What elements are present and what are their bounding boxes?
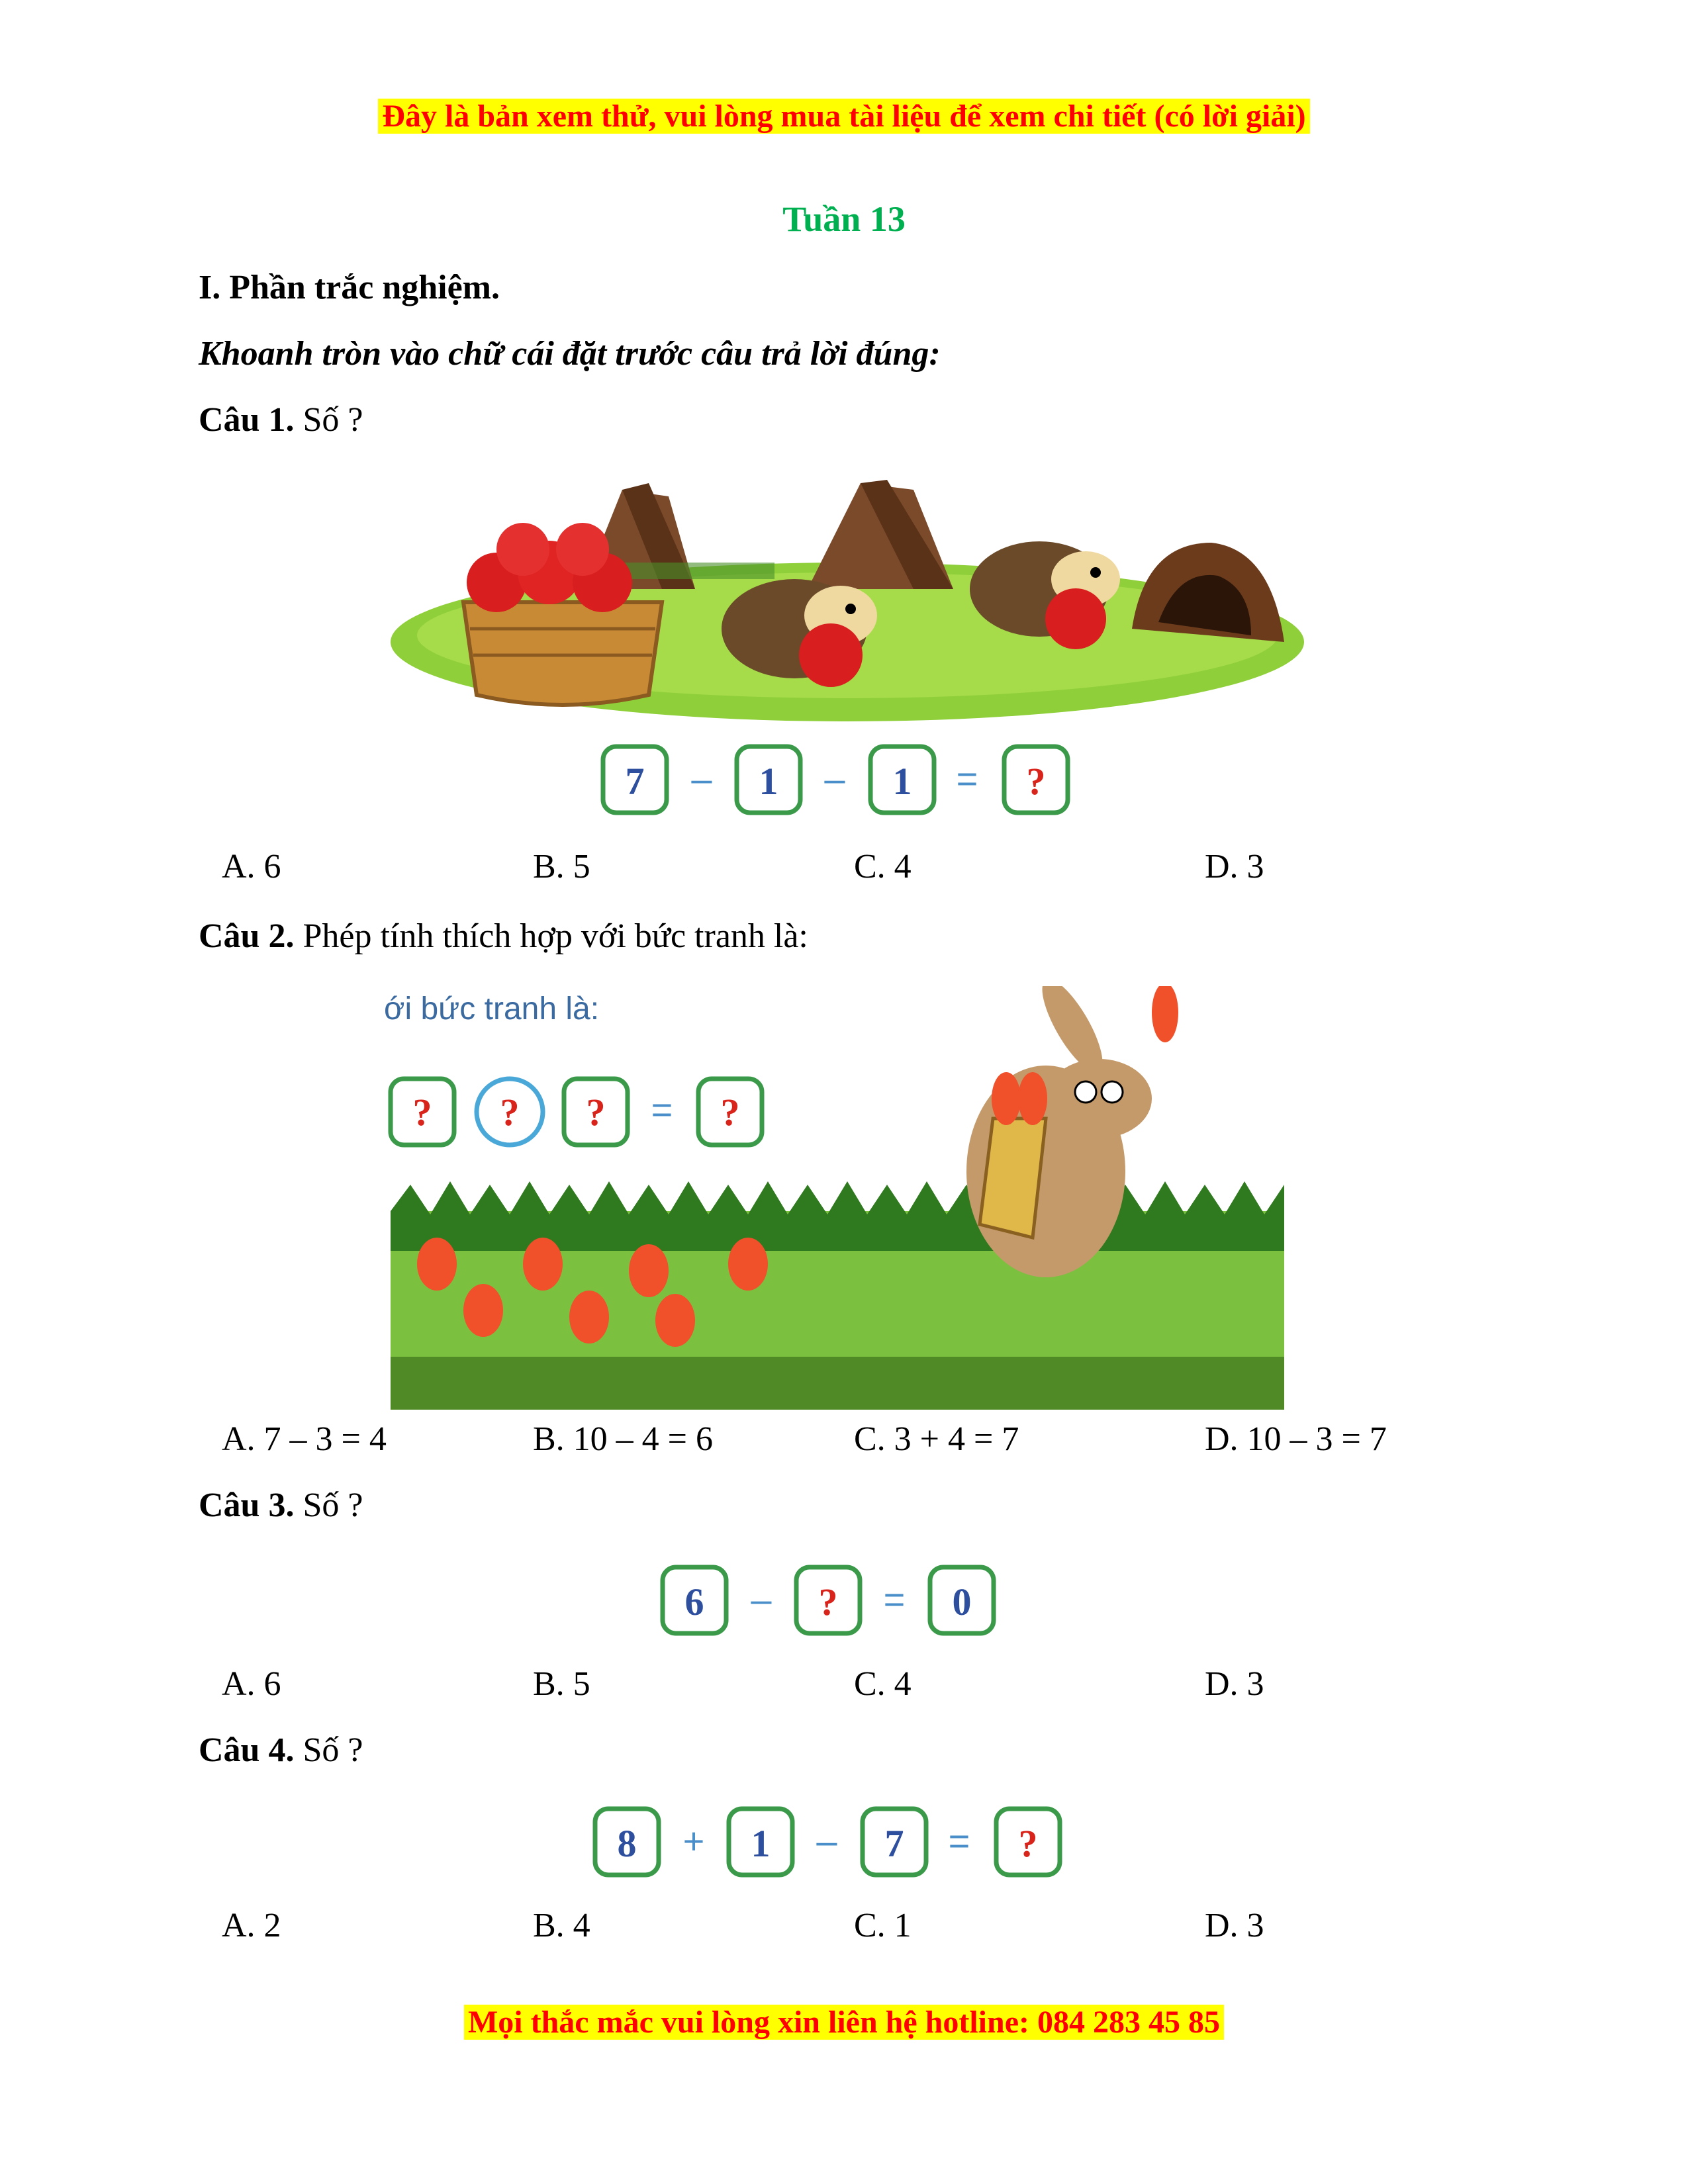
image-caption: ới bức tranh là:: [384, 991, 600, 1026]
question-4-equation: [591, 1803, 1094, 1886]
eq-operator: =: [956, 758, 978, 799]
q2-option-c[interactable]: C. 3 + 4 = 7: [854, 1420, 1019, 1458]
eq-number: 1: [759, 760, 778, 803]
instruction: Khoanh tròn vào chữ cái đặt trước câu trả lời đúng:: [199, 335, 941, 373]
q4-option-a[interactable]: A. 2: [222, 1907, 281, 1944]
eq-operator: –: [824, 758, 845, 799]
question-3-equation: [659, 1562, 1029, 1645]
preview-banner-text: Đây là bản xem thử, vui lòng mua tài liệu để xem chi tiết (có lời giải): [378, 99, 1309, 134]
eq-operator: =: [651, 1089, 673, 1130]
eq-number: 0: [952, 1580, 972, 1623]
preview-banner: [0, 98, 1688, 134]
q2-option-b[interactable]: B. 10 – 4 = 6: [533, 1420, 714, 1458]
hedgehog-apples-illustration: [384, 457, 1311, 735]
question-2-label: Câu 2.: [199, 917, 295, 955]
q3-option-b[interactable]: B. 5: [533, 1665, 590, 1703]
q4-option-b[interactable]: B. 4: [533, 1907, 590, 1944]
question-3: [199, 1486, 363, 1525]
q3-option-d[interactable]: D. 3: [1205, 1665, 1264, 1703]
eq-number: 6: [684, 1580, 704, 1623]
eq-operator: =: [883, 1578, 906, 1620]
page-title: Tuần 13: [782, 199, 906, 239]
section-heading: I. Phần trắc nghiệm.: [199, 269, 500, 306]
question-2: [199, 917, 808, 956]
question-4-text: Số ?: [303, 1731, 363, 1769]
question-1-label: Câu 1.: [199, 401, 295, 439]
eq-number: 7: [625, 760, 645, 803]
rabbit-carrots-illustration: [384, 986, 1291, 1410]
q4-option-c[interactable]: C. 1: [854, 1907, 912, 1944]
eq-operator: –: [691, 758, 712, 799]
question-3-label: Câu 3.: [199, 1486, 295, 1524]
q2-option-a[interactable]: A. 7 – 3 = 4: [222, 1420, 387, 1458]
eq-unknown: ?: [1026, 760, 1046, 803]
eq-operator: –: [751, 1578, 772, 1620]
q3-option-a[interactable]: A. 6: [222, 1665, 281, 1703]
eq-number: 1: [892, 760, 912, 803]
q1-option-b[interactable]: B. 5: [533, 848, 590, 886]
question-4: [199, 1731, 363, 1770]
hotline-banner-text: Mọi thắc mắc vui lòng xin liên hệ hotline: 084 283 45 85: [464, 2005, 1224, 2040]
q3-option-c[interactable]: C. 4: [854, 1665, 912, 1703]
eq-unknown: ?: [586, 1091, 606, 1134]
eq-unknown: ?: [500, 1091, 520, 1134]
question-1: [199, 400, 363, 439]
eq-operator: –: [816, 1820, 837, 1862]
question-2-text: Phép tính thích hợp với bức tranh là:: [303, 917, 808, 955]
question-4-label: Câu 4.: [199, 1731, 295, 1769]
question-3-text: Số ?: [303, 1486, 363, 1524]
eq-number: 8: [617, 1822, 637, 1865]
eq-operator: =: [948, 1820, 970, 1862]
eq-number: 1: [751, 1822, 771, 1865]
q1-option-d[interactable]: D. 3: [1205, 848, 1264, 886]
eq-unknown: ?: [720, 1091, 740, 1134]
q1-option-c[interactable]: C. 4: [854, 848, 912, 886]
eq-unknown: ?: [412, 1091, 432, 1134]
q4-option-d[interactable]: D. 3: [1205, 1907, 1264, 1944]
q2-option-d[interactable]: D. 10 – 3 = 7: [1205, 1420, 1387, 1458]
eq-operator: +: [682, 1820, 705, 1862]
q1-option-a[interactable]: A. 6: [222, 848, 281, 886]
eq-unknown: ?: [818, 1580, 838, 1623]
hotline-banner: [0, 2004, 1688, 2040]
question-1-equation: [599, 741, 1102, 824]
question-1-text: Số ?: [303, 401, 363, 439]
eq-number: 7: [884, 1822, 904, 1865]
eq-unknown: ?: [1018, 1822, 1038, 1865]
